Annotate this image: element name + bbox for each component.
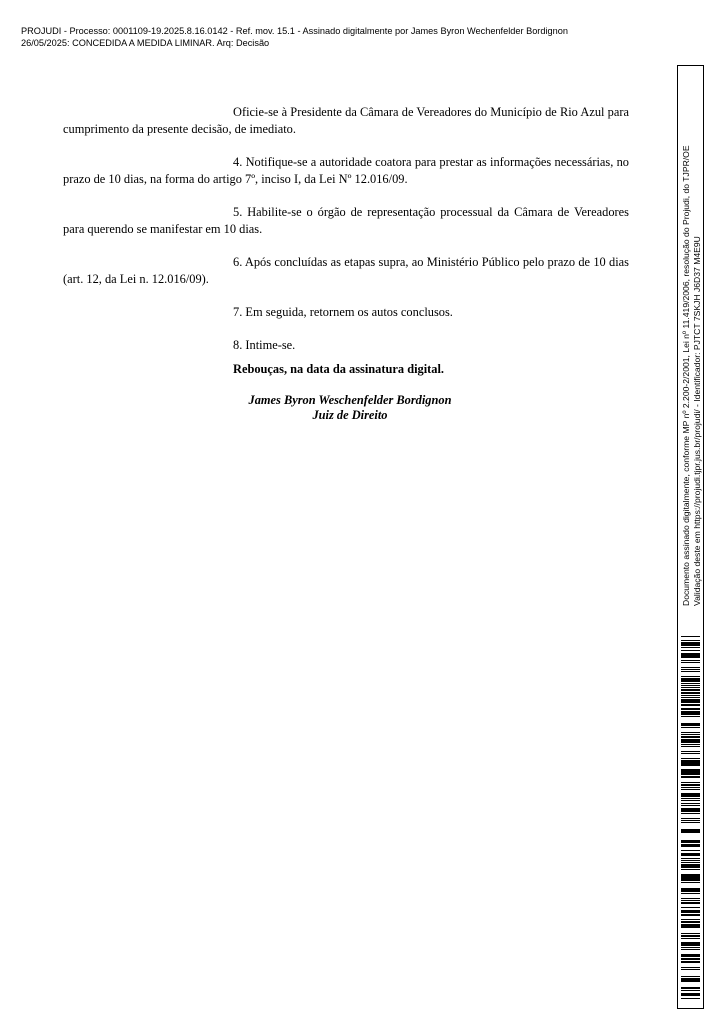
paragraph-retornem: 7. Em seguida, retornem os autos conclusos. xyxy=(233,305,453,319)
signature-block xyxy=(210,393,490,423)
stamp-line-2: Validação deste em https://projudi.tjpr.jus.br/projudi/ - Identificador: PJTCT 7SKJH J6D37 M4E9U xyxy=(692,236,702,606)
document-body xyxy=(63,104,629,370)
document-header xyxy=(21,25,568,49)
stamp-text xyxy=(681,145,703,606)
paragraph-notifique: 4. Notifique-se a autoridade coatora para prestar as informações necessárias, no prazo de 10 dias, na forma do artigo 7º, inciso I, da Lei Nº 12.016/09. xyxy=(63,155,629,186)
place-date: Rebouças, na data da assinatura digital. xyxy=(233,362,445,376)
signer-title: Juiz de Direito xyxy=(312,408,388,422)
paragraph-intime: 8. Intime-se. xyxy=(233,338,296,352)
stamp-line-1: Documento assinado digitalmente, conforme MP nº 2.200-2/2001, Lei nº 11.419/2006, resolução do Projudi, do TJPR/OE xyxy=(681,145,691,606)
paragraph-oficie: Oficie-se à Presidente da Câmara de Vereadores do Município de Rio Azul para cumprimento da presente decisão, de imediato. xyxy=(63,105,629,136)
paragraph-habilite: 5. Habilite-se o órgão de representação processual da Câmara de Vereadores para querendo se manifestar em 10 dias. xyxy=(63,205,629,236)
header-line-1: PROJUDI - Processo: 0001109-19.2025.8.16.0142 - Ref. mov. 15.1 - Assinado digitalmente por James Byron Wechenfelder Bordignon xyxy=(21,26,568,36)
paragraph-ministerio-publico: 6. Após concluídas as etapas supra, ao Ministério Público pelo prazo de 10 dias (art. 12, da Lei n. 12.016/09). xyxy=(63,255,629,286)
validation-barcode xyxy=(681,636,700,1004)
header-line-2: 26/05/2025: CONCEDIDA A MEDIDA LIMINAR. Arq: Decisão xyxy=(21,38,270,48)
digital-signature-stamp xyxy=(677,65,704,1009)
barcode-bar xyxy=(681,998,700,999)
signer-name: James Byron Weschenfelder Bordignon xyxy=(248,393,452,407)
